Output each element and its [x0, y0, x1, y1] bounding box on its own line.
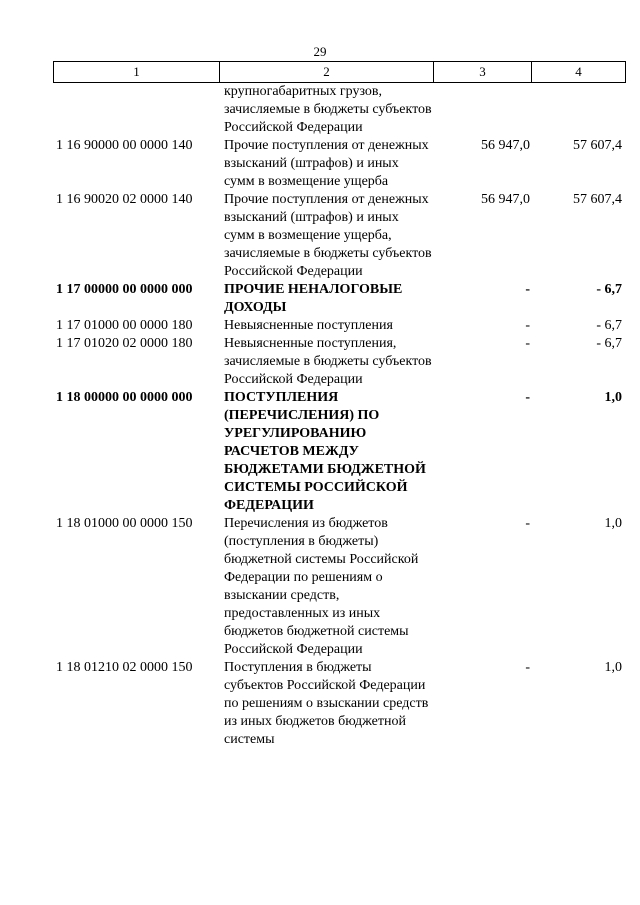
row-value-col3: 56 947,0	[481, 192, 530, 207]
row-value-col4: 1,0	[604, 516, 622, 531]
row-name: Перечисления из бюджетов (поступления в бюджеты) бюджетной системы Российской Федерации по решениям о взыскании средств, предоставленных из иных бюджетов бюджетной системы Российской Федерации	[224, 516, 419, 657]
row-value-col3: 56 947,0	[481, 138, 530, 153]
row-value-col3: -	[525, 318, 530, 333]
table-row	[53, 389, 625, 515]
row-value-col3: -	[525, 390, 530, 405]
row-value-col4: 57 607,4	[573, 192, 622, 207]
row-code: 1 16 90000 00 0000 140	[56, 138, 193, 153]
row-value-col4: - 6,7	[596, 282, 622, 297]
table-row	[53, 191, 625, 281]
table-row	[53, 515, 625, 659]
header-col-3: 3	[434, 62, 532, 83]
page-number: 29	[313, 44, 327, 59]
row-code: 1 18 01000 00 0000 150	[56, 516, 193, 531]
table-header	[53, 61, 626, 83]
row-code: 1 17 00000 00 0000 000	[56, 282, 193, 297]
table-row	[53, 137, 625, 191]
row-value-col3: -	[525, 660, 530, 675]
table-row	[53, 83, 625, 137]
row-name: Поступления в бюджеты субъектов Российской Федерации по решениям о взыскании средств из иных бюджетов бюджетной системы	[224, 660, 429, 747]
row-value-col4: 1,0	[604, 660, 622, 675]
row-value-col3: -	[525, 516, 530, 531]
row-name: Прочие поступления от денежных взысканий (штрафов) и иных сумм в возмещение ущерба, зачисляемые в бюджеты субъектов Российской Федерации	[224, 192, 432, 279]
row-name: Невыясненные поступления	[224, 318, 393, 333]
table-row	[53, 317, 625, 335]
row-code: 1 17 01000 00 0000 180	[56, 318, 193, 333]
row-name: ПРОЧИЕ НЕНАЛОГОВЫЕ ДОХОДЫ	[224, 282, 403, 315]
row-value-col3: -	[525, 282, 530, 297]
row-name: крупногабаритных грузов, зачисляемые в бюджеты субъектов Российской Федерации	[224, 84, 432, 135]
row-name: ПОСТУПЛЕНИЯ (ПЕРЕЧИСЛЕНИЯ) ПО УРЕГУЛИРОВАНИЮ РАСЧЕТОВ МЕЖДУ БЮДЖЕТАМИ БЮДЖЕТНОЙ СИСТЕМЫ РОССИЙСКОЙ ФЕДЕРАЦИИ	[224, 390, 426, 513]
row-value-col4: - 6,7	[596, 336, 622, 351]
table-row	[53, 281, 625, 317]
row-value-col4: 1,0	[604, 390, 622, 405]
row-name: Невыясненные поступления, зачисляемые в бюджеты субъектов Российской Федерации	[224, 336, 432, 387]
table-row	[53, 335, 625, 389]
row-name: Прочие поступления от денежных взысканий (штрафов) и иных сумм в возмещение ущерба	[224, 138, 429, 189]
table-body	[53, 83, 625, 749]
row-value-col3: -	[525, 336, 530, 351]
table-row	[53, 659, 625, 749]
row-code: 1 17 01020 02 0000 180	[56, 336, 193, 351]
row-code: 1 18 01210 02 0000 150	[56, 660, 193, 675]
header-col-1: 1	[54, 62, 220, 83]
row-value-col4: 57 607,4	[573, 138, 622, 153]
row-value-col4: - 6,7	[596, 318, 622, 333]
header-col-4: 4	[532, 62, 626, 83]
row-code: 1 16 90020 02 0000 140	[56, 192, 193, 207]
header-col-2: 2	[220, 62, 434, 83]
row-code: 1 18 00000 00 0000 000	[56, 390, 193, 405]
